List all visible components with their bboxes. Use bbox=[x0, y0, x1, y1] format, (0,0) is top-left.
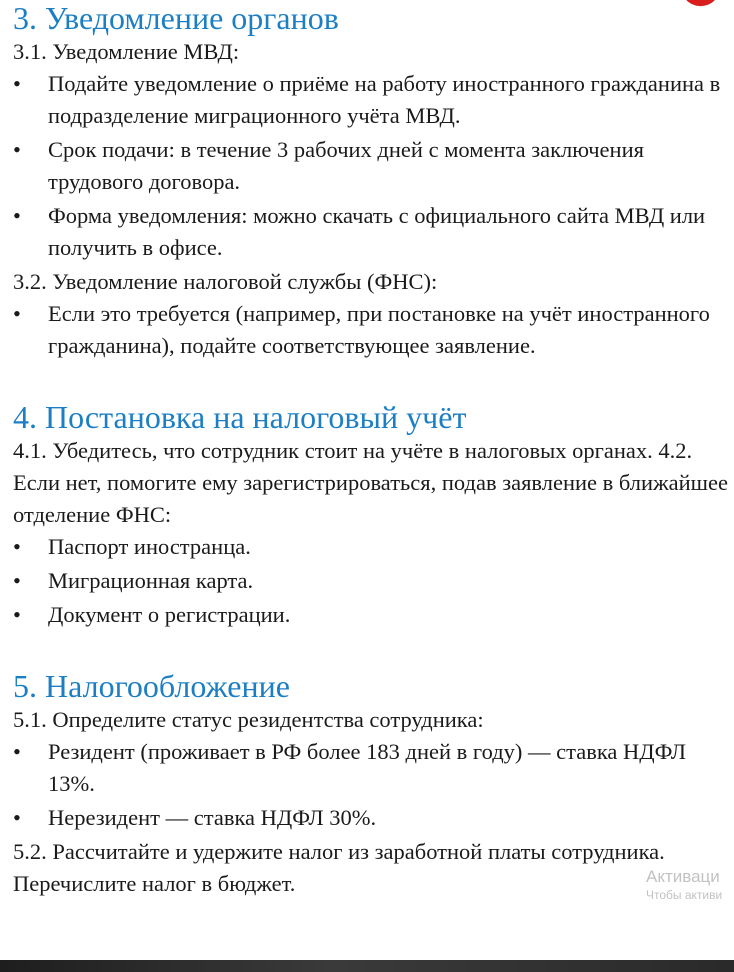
section-heading: 3. Уведомление органов bbox=[13, 0, 339, 36]
watermark-title: Активаци bbox=[646, 867, 720, 886]
section-paragraph: 4.1. Убедитесь, что сотрудник стоит на учёте в налоговых органах. 4.2. Если нет, помогите ему зарегистрироваться, подав заявление в ближайшее отделение ФНС: bbox=[13, 438, 728, 527]
list-item-text: Миграционная карта. bbox=[48, 568, 254, 593]
bullet-list bbox=[13, 531, 728, 631]
taskbar bbox=[0, 960, 734, 972]
section-taxation bbox=[13, 668, 728, 900]
bullet-icon: • bbox=[13, 568, 21, 593]
list-item-text: Подайте уведомление о приёме на работу иностранного гражданина в подразделение миграционного учёта МВД. bbox=[48, 71, 721, 128]
list-item-text: Резидент (проживает в РФ более 183 дней в году) — ставка НДФЛ 13%. bbox=[48, 739, 686, 796]
subsection-title: 3.2. Уведомление налоговой службы (ФНС): bbox=[13, 269, 438, 294]
bullet-icon: • bbox=[13, 805, 21, 830]
subsection-title: 3.1. Уведомление МВД: bbox=[13, 39, 240, 64]
list-item-text: Паспорт иностранца. bbox=[48, 534, 251, 559]
bullet-icon: • bbox=[13, 739, 21, 764]
list-item bbox=[13, 68, 728, 132]
bullet-list bbox=[13, 298, 728, 362]
bullet-icon: • bbox=[13, 602, 21, 627]
watermark-subtitle: Чтобы активи bbox=[646, 888, 723, 902]
list-item-text: Нерезидент — ставка НДФЛ 30%. bbox=[48, 805, 377, 830]
list-item bbox=[13, 736, 728, 800]
list-item-text: Форма уведомления: можно скачать с официального сайта МВД или получить в офисе. bbox=[48, 203, 706, 260]
section-heading: 4. Постановка на налоговый учёт bbox=[13, 399, 467, 435]
list-item bbox=[13, 298, 728, 362]
section-heading: 5. Налогообложение bbox=[13, 668, 290, 704]
bullet-icon: • bbox=[13, 203, 21, 228]
list-item bbox=[13, 134, 728, 198]
slide-content bbox=[13, 0, 728, 900]
list-item bbox=[13, 565, 728, 597]
list-item bbox=[13, 599, 728, 631]
section-paragraph: 5.2. Рассчитайте и удержите налог из заработной платы сотрудника. Перечислите налог в бюджет. bbox=[13, 839, 665, 896]
list-item-text: Если это требуется (например, при постановке на учёт иностранного гражданина), подайте соответствующее заявление. bbox=[48, 301, 710, 358]
list-item-text: Документ о регистрации. bbox=[48, 602, 291, 627]
section-tax-registration bbox=[13, 399, 728, 631]
list-item-text: Срок подачи: в течение 3 рабочих дней с момента заключения трудового договора. bbox=[48, 137, 644, 194]
bullet-icon: • bbox=[13, 71, 21, 96]
bullet-icon: • bbox=[13, 301, 21, 326]
list-item bbox=[13, 802, 728, 834]
bullet-icon: • bbox=[13, 137, 21, 162]
bullet-icon: • bbox=[13, 534, 21, 559]
windows-activation-watermark bbox=[646, 866, 722, 902]
list-item bbox=[13, 200, 728, 264]
bullet-list bbox=[13, 68, 728, 264]
bullet-list bbox=[13, 736, 728, 834]
section-notification bbox=[13, 0, 728, 362]
list-item bbox=[13, 531, 728, 563]
subsection-title: 5.1. Определите статус резидентства сотрудника: bbox=[13, 707, 484, 732]
